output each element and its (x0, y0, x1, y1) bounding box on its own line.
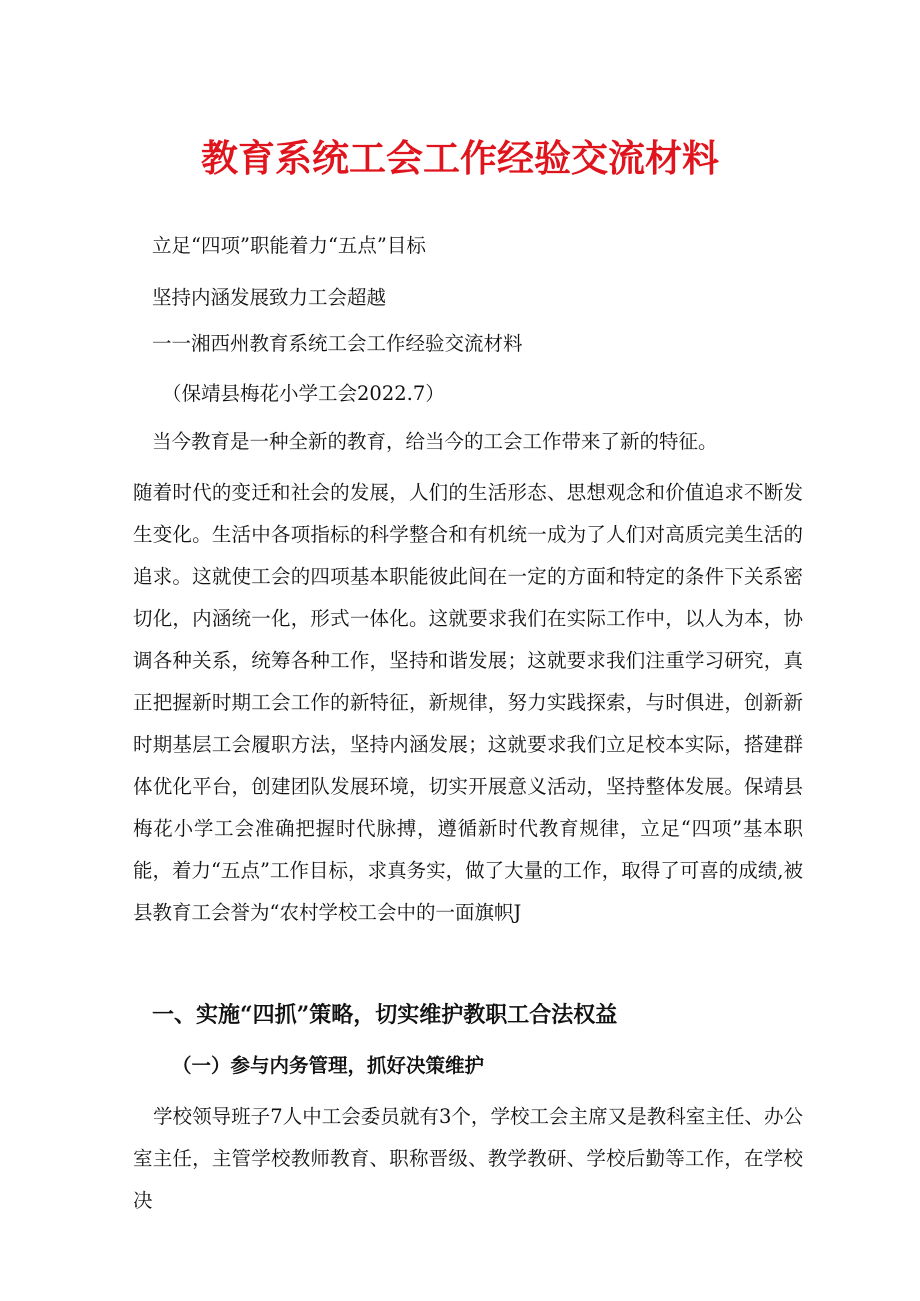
subsection-1-heading: （一）参与内务管理，抓好决策维护 (172, 1054, 485, 1077)
paragraph-1: 随着时代的变迁和社会的发展，人们的生活形态、思想观念和价值追求不断发生变化。生活中各项指标的科学整合和有机统一成为了人们对高质完美生活的追求。这就使工会的四项基本职能彼此间在一定的方面和特定的条件下关系密切化，内涵统一化，形式一体化。这就要求我们在实际工作中，以人为本，协调各种关系，统筹各种工作，坚持和谐发展；这就要求我们注重学习研究，真正把握新时期工会工作的新特征，新规律，努力实践探索，与时俱进，创新新时期基层工会履职方法，坚持内涵发展；这就要求我们立足校本实际，搭建群体优化平台，创建团队发展环境，切实开展意义活动，坚持整体发展。保靖县梅花小学工会准确把握时代脉搏，遵循新时代教育规律，立足“四项”基本职能，着力“五点”工作目标，求真务实，做了大量的工作，取得了可喜的成绩,被县教育工会誉为“农村学校工会中的一面旗帜J (133, 481, 803, 924)
section-1-heading: 一、实施“四抓”策略，切实维护教职工合法权益 (152, 1002, 618, 1028)
subtitle-line-3: 一一湘西州教育系统工会工作经验交流材料 (152, 332, 523, 355)
subtitle-line-1: 立足“四项”职能着力“五点”目标 (152, 234, 426, 257)
subtitle-line-2: 坚持内涵发展致力工会超越 (152, 286, 387, 309)
intro-first-line: 当今教育是一种全新的教育，给当今的工会工作带来了新的特征。 (152, 430, 718, 453)
document-title: 教育系统工会工作经验交流材料 (201, 137, 719, 180)
paragraph-2: 学校领导班子7人中工会委员就有3个，学校工会主席又是教科室主任、办公室主任，主管学校教师教育、职称晋级、教学教研、学校后勤等工作，在学校决 (133, 1105, 803, 1212)
subtitle-line-4: （保靖县梅花小学工会2022.7） (162, 382, 445, 405)
